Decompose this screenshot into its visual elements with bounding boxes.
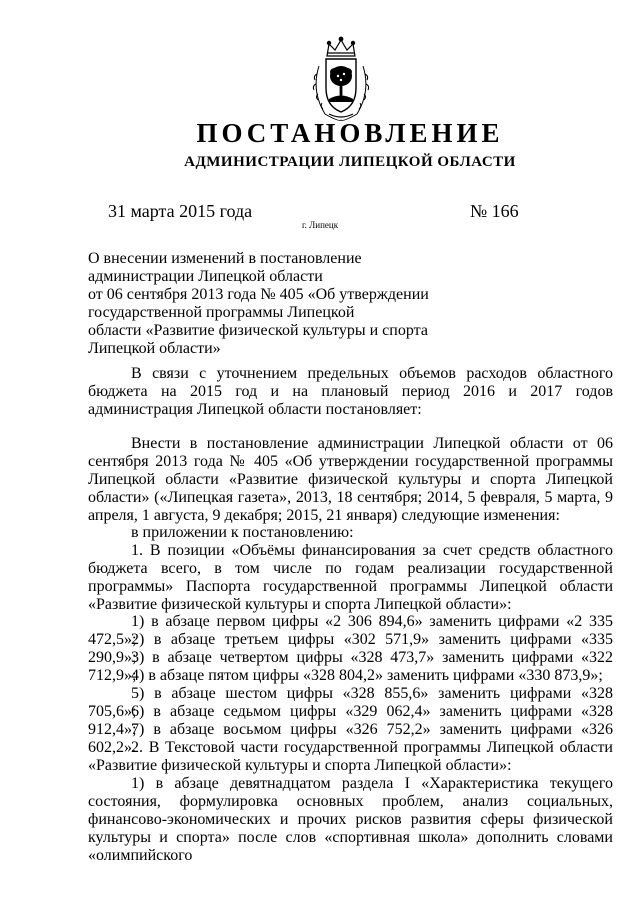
intro-paragraph: Внести в постановление администрации Липецкой области от 06 сентября 2013 года № 405 «Об утверждении государственной программы Липецкой области «Развитие физической культуры и спорта Липецкой области» («Липецкая газета», 2013, 18 сентября; 2014, 5 февраля, 5 марта, 9 апреля, 1 августа, 9 декабря; 2015, 21 января) следующие изменения: [88,435,613,524]
document-title: ПОСТАНОВЛЕНИЕ [196,118,504,148]
item-2-sub-1-paragraph: 1) в абзаце девятнадцатом раздела I «Характеристика текущего состояния, формулировка основных проблем, анализ социальных, финансово-экономических и прочих рисков развития сферы физической культуры и спорта» после слов «спортивная школа» дополнить словами «олимпийского [88,775,613,864]
sub-item: 3) в абзаце четвертом цифры «328 473,7» заменить цифрами «322 712,9»; [88,649,613,684]
document-number: № 166 [470,201,519,221]
preamble-paragraph: В связи с уточнением предельных объемов расходов областного бюджета на 2015 год и на плановый период 2016 и 2017 годов администрация Липецкой области постановляет: [88,365,613,418]
subject-line: государственной программы Липецкой [88,303,355,321]
sub-item: 2) в абзаце третьем цифры «302 571,9» заменить цифрами «335 290,9»; [88,631,613,666]
coat-of-arms-emblem [305,36,377,122]
document-subject [88,250,448,357]
document-city: г. Липецк [302,220,339,230]
sub-item: 6) в абзаце седьмом цифры «329 062,4» заменить цифрами «328 912,4»; [88,703,613,738]
document-subtitle: АДМИНИСТРАЦИИ ЛИПЕЦКОЙ ОБЛАСТИ [184,154,516,170]
sub-item: 7) в абзаце восьмом цифры «326 752,2» заменить цифрами «326 602,2». [88,721,613,756]
sub-item: 4) в абзаце пятом цифры «328 804,2» заменить цифрами «330 873,9»; [131,667,603,684]
subject-line: администрации Липецкой области [88,267,323,285]
item-1-paragraph: 1. В позиции «Объёмы финансирования за счет средств областного бюджета всего, в том числе по годам реализации государственной программы» Паспорта государственной программы Липецкой области «Развитие физической культуры и спорта Липецкой области»: [88,542,613,613]
subject-line: О внесении изменений в постановление [88,250,362,267]
document-date: 31 марта 2015 года [108,201,253,221]
appendix-line: в приложении к постановлению: [131,524,354,541]
sub-item: 1) в абзаце первом цифры «2 306 894,6» заменить цифрами «2 335 472,5»; [88,613,613,648]
sub-item: 5) в абзаце шестом цифры «328 855,6» заменить цифрами «328 705,6»; [88,685,613,720]
item-2-paragraph: 2. В Текстовой части государственной программы Липецкой области «Развитие физической культуры и спорта Липецкой области»: [88,739,613,774]
subject-line: от 06 сентября 2013 года № 405 «Об утверждении [88,285,429,303]
subject-line: области «Развитие физической культуры и спорта [88,321,428,339]
subject-line: Липецкой области» [88,339,221,357]
